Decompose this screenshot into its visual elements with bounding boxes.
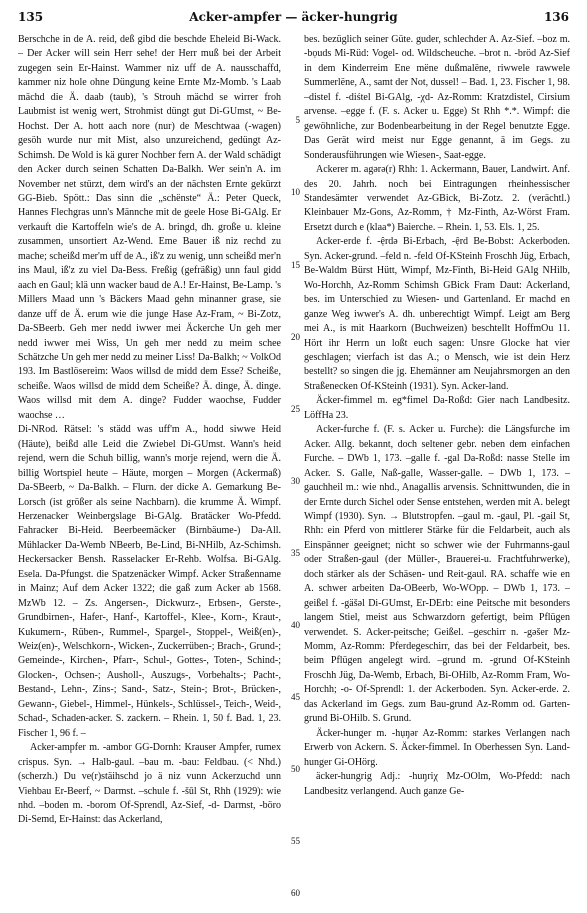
running-title: Acker-ampfer — äcker-hungrig bbox=[189, 10, 398, 24]
line-number: 55 bbox=[291, 836, 300, 846]
page-number-left: 135 bbox=[18, 10, 44, 24]
line-number: 50 bbox=[291, 764, 300, 774]
left-column bbox=[18, 33, 281, 905]
page-header bbox=[18, 10, 569, 26]
entry-acker-furche: Acker-furche f. (F. s. Acker u. Furche): die Längsfurche im Acker. Allg. bekannt, doch seltener gebr. neben dem einfachen Furche. – DWb 1, 173. –galle f. -gal Da-Roßd: nasse Stelle im Acker. S. Galle, Naß-galle, Wasser-galle. – DWb 1, 173. –gauchheil m.: wie nhd., Anagallis arvensis. Schnittwunden, die in der Ernte durch Sichel oder Sense entstehen, werden mit A. belegt Wimpf (1930). Syn. → Blutstropfen. –gaul m. -gaul, Pl. -gail St, Rhh: ein Pferd von mittlerer Stärke für die Feldarbeit, auch als Einspänner geeignet; nicht so schwer wie der Fuhrmanns-gaul oder Straßen-gaul (der Müller-, Brauerei-u. Frachtfuhrwerke), doch stärker als der Schäsen- und Reit-gaul. RA. schaffe wie en A. schwer arbeiten Da-OBeerb, Wo-WOpp. – DWb 1, 173. –geißel f. -gäšəl Di-GUmst, Er-DErb: eine Peitsche mit besonders langem Stiel, meist aus Schwarzdorn gefertigt, beim Pflügen verwendet. S. Acker-peitsche; Geißel. –geschirr n. -gəšer Mz-Momm, Az-Romm: Pferdegeschirr, das bei der Feldarbeit, bes. beim Pflügen angelegt wird. –grund m. -grund Of-KSteinh Froschh Jüg, Da-Wemb, Erbach, Bi-OHilb, Az-Romm Fram, Wo-Horchh; -o- Of-Sprendl: 1. der Ackerboden. Syn. Acker-erde. 2. das Ackerland im Gegs. zum Bau-grund Az-Romm od. Garten-grund Bi-OHilb. S. Grund. bbox=[304, 424, 570, 725]
left-paragraph: Berschche in de A. reid, deß gibd die beschde Eheleid Bi-Wack. – Der Acker will sein Herr sehe! der Herr muß bei der Arbeit zugegen sein Er-Hainst. Wammer niz uff de A. nausschaffd, kammer niz hole ohne Düngung keine Ernte Mz-Momb. 's Laab mächd die Ä. daab (taub), 's Strouh mächd se wirrer froh Laubmist ist wenig wert, Strohmist düngt gut Di-GUmst, ~ Be-Hochst. Der A. hott aach nore (nur) de Meschtwaa (-wagen) gesöh wurde nur mit Mist, also unzureichend, gedüngt Az-Schimsh. De Wold is kä gurer Nochber fern A. der Wald schädigt den Acker durch seinen Schatten Da-Balkh. Wer sein'n A. im November net stürzt, dem wird's an der nächsten Ernte gekürzt GG-Bieb. Spött.: Das sinn die „schënste“ Ä.: Peter Queck, Hannes Flechgras unn's Männche mit de geele Hose Bi-GAlg. Er verkauft die Kartoffeln wie's de A. bringd, dh. große u. kleine zusammen, unsortiert Az-Wend. Eme Bauer iß niz rechd zu mache; scheißd mer'm uff de A., iß'z zu wenig, unn scheißd mer'n ins Maul, iß'z zu viel Da-Bess. Freßig (gefräßig) unn faul gidd aach en Gaul; klä unn wacker baud de A.! Er-Hainst, Be-Lamp. 's Millers Maad unn 's Bäckers Maad gehn minanner grase, sie danze uff de Ä. erum wie die junge Hase Az-Fram, ~ Bi-Zotz, Da-SBeerb. Geh mer nedd iwwer mei Äckerche Un geh mer nedd iwwer mei Wiss, Un geh mer nedd zu meim schee Schätzche Un geh mer nedd zu meiner Liss! Da-Balkh; ~ VolkOd 193. Im Bastlösereim: Waos willsd de midd dem Esse? Scheiße, scheiße. Waos willsd de midd dem Scheiße? Ä. dinge, Ä. dinge. Waos willsd mit dem A. dinge? Fudder waochse, Fudder waochse … bbox=[18, 34, 281, 421]
entry-ackerer: Ackerer m. agərə(r) Rhh: 1. Ackermann, Bauer, Landwirt. Anf. des 20. Jahrh. noch bei Eintragungen rheinhessischer Standesämter verwendet Az-GBick, Bi-Zotz. 2. (verächtl.) Kleinbauer Mz-Gons, Az-Romm, † Mz-Finth, Az-Wörst Fram. Ersetzt durch e (klaa*) Baierche. – Rhein. 1, 53. Els. 1, 25. bbox=[304, 164, 570, 233]
line-number: 10 bbox=[291, 187, 300, 197]
right-column bbox=[304, 33, 570, 905]
line-number: 5 bbox=[295, 115, 300, 125]
line-number: 30 bbox=[291, 476, 300, 486]
line-number: 40 bbox=[291, 620, 300, 630]
left-paragraph-acker-ampfer: Acker-ampfer m. -ambor GG-Dornh: Krauser Ampfer, rumex crispus. Syn. → Halb-gaul. –bau m. -bau: Feldbau. (< Nhd.) (scherzh.) Du ve(r)stäihschd jo ä niz vunn Ackerzuchd unn Viehbau Er-Beerf, ~ Darmst. –schule f. -šūl St, Rhh (1929): wie nhd. –boden m. -borom Of-Sprendl, Az-Sief, -d- Darmst, -börо Di-Semd, Er-Hainst: das Ackerland, bbox=[18, 742, 281, 826]
line-number: 20 bbox=[291, 332, 300, 342]
page-number-right: 136 bbox=[543, 10, 569, 24]
entry-acker-erde: Acker-erde f. -ệrdə Bi-Erbach, -ệrd Be-Bobst: Ackerboden. Syn. Acker-grund. –feld n. -feld Of-KSteinh Froschh Jüg, Erbach, Be-Waldm Bürst Hütt, Wimpf, Mz-Finth, Bi-Heid GAlg NHilb, Wo-Horchh, Az-Romm Schimsh GBick Fram Daut: Ackerland, bes. im Unterschied zu Wiesen- und Gartenland. Er machd en ganze Weg iwwer's A. dh. unberechtigt Wimpf. Leigt am Berg mei A., is mit Haarkorn (Buchweizen) beschtellt HoffmOu 11. Hört ihr Herrn un loßt euch sagen: Unsre Glocke hat vier geschlagen; vierfach ist das A.; o Mensch, wie ist dein Herz bestellt? so singen die jg. Ehemänner am Neujahrsmorgen an den Straßenecken Of-KSteinh (1931). Syn. Acker-land. bbox=[304, 236, 570, 392]
line-number: 15 bbox=[291, 260, 300, 270]
line-number: 45 bbox=[291, 692, 300, 702]
line-number: 25 bbox=[291, 404, 300, 414]
right-paragraph: bes. bezüglich seiner Güte. guder, schlechder A. Az-Sief. –boz m. -bọuds Mi-Rüd: Vogel- od. Wildscheuche. –brot n. -bröd Az-Sief in dem Kinderreim Ene mëne dußmalëne, riwwele rawwele Summerlëne, A., samt der Not, dussel! – Bad. 1, 23. Fischer 1, 98. –distel f. -diśtel Bi-GAlg, -χd- Az-Romm: Kratzdistel, Cirsium arvense. –egge f. (F. s. Acker u. Egge) St Rhh *.*. Wimpf: die gewöhnliche, zur Bodenbearbeitung in der Regel benutzte Egge. Das Gerät wird meist nur Egge genannt, ä im Gegs. zu Sonderausführungen wie Wiesen-, Saat-egge. bbox=[304, 34, 570, 161]
entry-aecker-fimmel: Äcker-fimmel m. eg*fimel Da-Roßd: Gier nach Landbesitz. LöffHa 23. bbox=[304, 395, 570, 421]
entry-aecker-hungrig: äcker-hungrig Adj.: -huŋriχ Mz-OOlm, Wo-Pfedd: nach Landbesitz verlangend. Auch ganze Ge- bbox=[304, 771, 570, 797]
entry-aecker-hunger: Äcker-hunger m. -hụŋər Az-Romm: starkes Verlangen nach Erwerb von Ackern. S. Äcker-fimmel. In Oberhessen Syn. Land-hunger Gi-OHörg. bbox=[304, 727, 570, 768]
left-paragraph: Di-NRod. Rätsel: 's städd was uff'm A., hodd siwwe Heid (Häute), beißd alle Leid die Zwiebel Di-GUmst. Wann's heid rejend, wern die Schuh billig, wann's morje rejend, wern die Ä. billig Wortspiel heute – Häute, morgen – Morgen (Ackermaß) Da-SBeerb, ~ Da-Balkh. – Flurn. der dicke A. Gemarkung Be-Lorsch (ist größer als seine Nachbarn). die krumme Ä. Wimpf. Herzenacker Weinbergslage Bi-GAlg. Bratäcker Wo-Pfedd. Fahracker Bi-Heid. Beerbeemäcker (Birnbäume-) Da-All. Mühlacker Da-Wemb NBeerb, Be-Lind, Bi-NHilb, Az-Schimsh. Heckersacker Bensh. Rasselacker Er-Rehb. Wolfsa. Bi-GAlg. Esela. Da-Pfungst. die Spatzenäcker Wimpf. Acker Straßenname in Mainz; Auf dem Acker 1322; die gaß zum Acker ab 1568. MzWb 12. – Zs. Angersen-, Dickwurz-, Erbsen-, Gerste-, Grundbirnen-, Hafer-, Hanf-, Kartoffel-, Klee-, Korn-, Kraut-, Kukumern-, Rüben-, Rummel-, Spargel-, Stoppel-, Weiß(en)-, Weiz(en)-, Welschkorn-, Wicken-, Zuckerrüben-; Brach-, Grund-; Gemeinde-, Kirchen-, Pfarr-, Schul-, Gottes-, Toten-, Schind-; Glocken-, Ochsen-; Ausholl-, Auszugs-, Vorbehalts-; Pacht-, Bestand-, Lehn-, Zins-; Sand-, Satz-, Stein-; Brot-, Brücken-, Gewann-, Giebel-, Himmel-, Hünkels-, Schlüssel-, Teich-, Weid-, Schad-, Schaden-acker. S. zackern. – Rhein. 1, 50 f. Bad. 1, 23. Fischer 1, 96 f. – bbox=[18, 424, 281, 739]
line-number: 35 bbox=[291, 548, 300, 558]
line-number: 60 bbox=[291, 888, 300, 898]
